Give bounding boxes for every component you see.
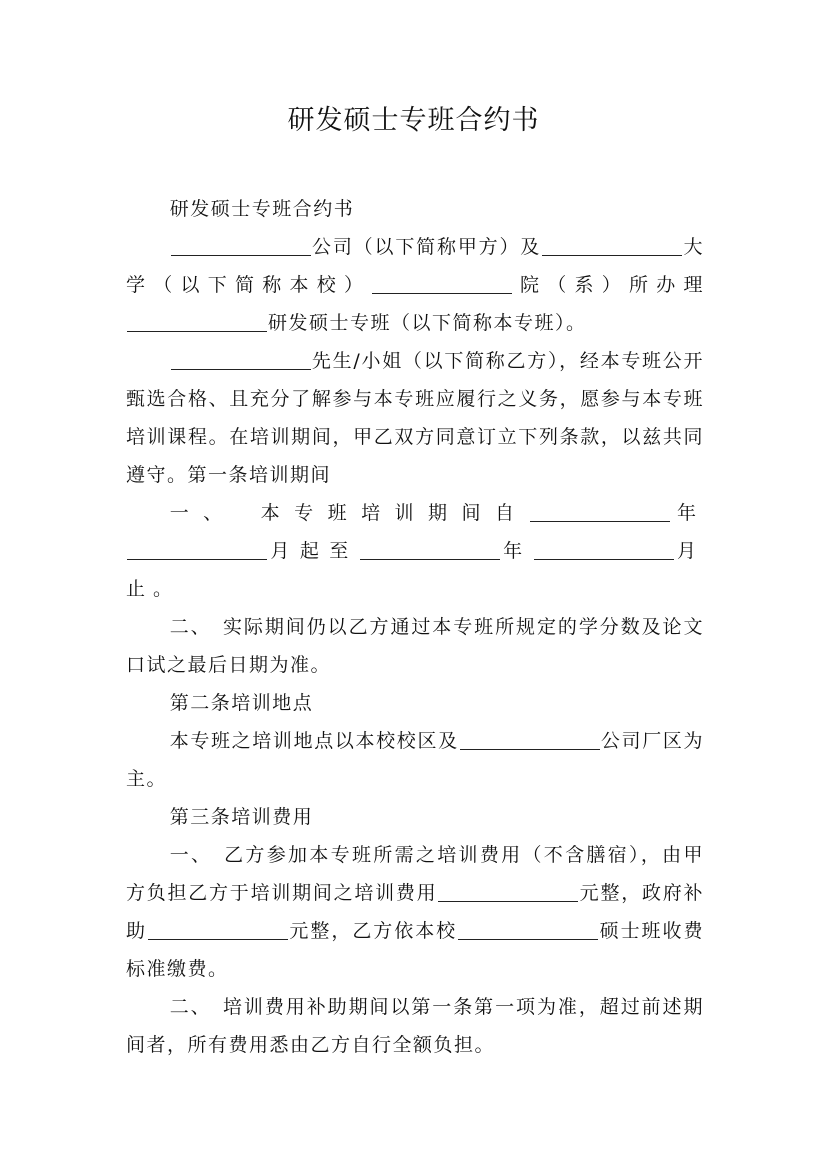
blank-start-year [530,502,670,522]
blank-school-standard [458,920,598,940]
article2-text: 本专班之培训地点以本校校区及 公司厂区为主。 [126,730,704,790]
blank-party-b-name [171,350,311,370]
blank-start-month [127,540,267,560]
paragraph-party-b: 先生/小姐（以下简称乙方），经本专班公开甄选合格、且充分了解参与本专班应履行之义务，愿参与本专班培训课程。在培训期间，甲乙双方同意订立下列条款，以兹共同遵守。第一条培训期间 [126,350,704,486]
article3-title: 第三条培训费用 [169,806,314,828]
blank-training-fee [438,882,578,902]
blank-end-year [360,540,500,560]
document-title: 研发硕士专班合约书 [287,105,540,136]
blank-government-subsidy [148,920,288,940]
blank-company-site [460,730,600,750]
article1-item2: 二、 实际期间仍以乙方通过本专班所规定的学分数及论文口试之最后日期为准。 [126,616,704,676]
blank-end-month [534,540,674,560]
document-subtitle: 研发硕士专班合约书 [169,198,355,220]
blank-college [372,274,512,294]
blank-program [127,312,267,332]
blank-university [542,236,682,256]
article2-title: 第二条培训地点 [169,692,314,714]
article3-item1: 一、 乙方参加本专班所需之培训费用（不含膳宿），由甲方负担乙方于培训期间之培训费用 元整，政府补助 元整，乙方依本校 硕士班收费标准缴费。 [126,844,704,980]
document-body [126,190,704,1064]
blank-company [171,236,311,256]
paragraph-parties: 公司（以下简称甲方）及 大学（以下简称本校） 院（系）所办理研发硕士专班（以下简称本专班）。 [126,236,704,334]
article3-item2: 二、 培训费用补助期间以第一条第一项为准，超过前述期间者，所有费用悉由乙方自行全额负担。 [126,996,704,1056]
article1-item1: 一、 本专班培训期间自 年月起至 年 月止。 [126,502,704,600]
